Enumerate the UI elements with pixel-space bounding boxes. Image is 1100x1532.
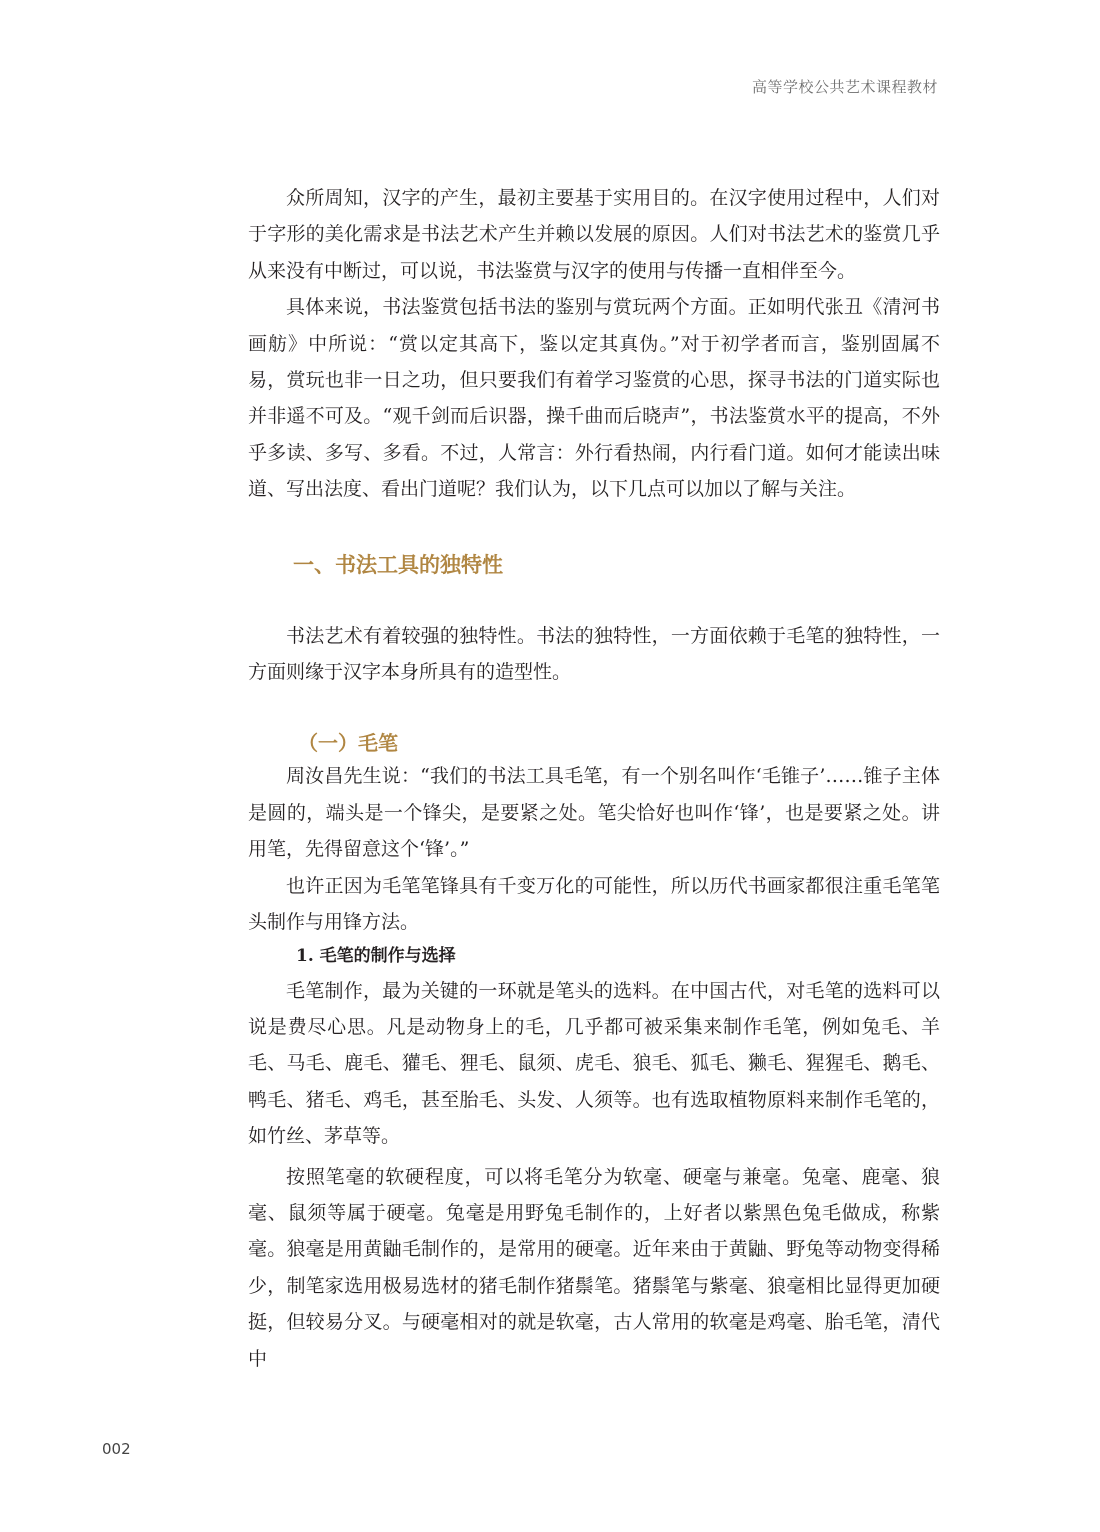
item-heading: 1. 毛笔的制作与选择 xyxy=(296,945,456,966)
item-paragraph-2: 按照笔毫的软硬程度，可以将毛笔分为软毫、硬毫与兼毫。兔毫、鹿毫、狼毫、鼠须等属于硬毫。兔毫是用野兔毛制作的，上好者以紫黑色兔毛做成，称紫毫。狼毫是用黄鼬毛制作的，是常用的硬毫。近年来由于黄鼬、野兔等动物变得稀少，制笔家选用极易选材的猪毛制作猪鬃笔。猪鬃笔与紫毫、狼毫相比显得更加硬挺，但较易分叉。与硬毫相对的就是软毫，古人常用的软毫是鸡毫、胎毛笔，清代中 xyxy=(248,1165,940,1370)
page-number: 002 xyxy=(102,1440,131,1458)
section-paragraph: 书法艺术有着较强的独特性。书法的独特性，一方面依赖于毛笔的独特性，一方面则缘于汉字本身所具有的造型性。 xyxy=(248,624,940,684)
subsection-paragraph-2: 也许正因为毛笔笔锋具有千变万化的可能性，所以历代书画家都很注重毛笔笔头制作与用锋方法。 xyxy=(248,874,940,934)
running-header-book-title: 高等学校公共艺术课程教材 xyxy=(751,78,938,96)
item-paragraph-1: 毛笔制作，最为关键的一环就是笔头的选料。在中国古代，对毛笔的选料可以说是费尽心思。凡是动物身上的毛，几乎都可被采集来制作毛笔，例如兔毛、羊毛、马毛、鹿毛、獾毛、狸毛、鼠须、虎毛、狼毛、狐毛、獭毛、猩猩毛、鹅毛、鸭毛、猪毛、鸡毛，甚至胎毛、头发、人须等。也有选取植物原料来制作毛笔的，如竹丝、茅草等。 xyxy=(248,979,940,1148)
intro-paragraph-1: 众所周知，汉字的产生，最初主要基于实用目的。在汉字使用过程中，人们对于字形的美化需求是书法艺术产生并赖以发展的原因。人们对书法艺术的鉴赏几乎从来没有中断过，可以说，书法鉴赏与汉字的使用与传播一直相伴至今。 xyxy=(248,187,940,282)
subsection-paragraph-1: 周汝昌先生说：“我们的书法工具毛笔，有一个别名叫作‘毛锥子’……锥子主体是圆的，端头是一个锋尖，是要紧之处。笔尖恰好也叫作‘锋’，也是要紧之处。讲用笔，先得留意这个‘锋’。” xyxy=(248,765,940,861)
page-body xyxy=(248,180,940,1377)
subsection-heading: （一）毛笔 xyxy=(298,731,398,756)
section-heading: 一、书法工具的独特性 xyxy=(293,552,503,577)
intro-paragraph-2: 具体来说，书法鉴赏包括书法的鉴别与赏玩两个方面。正如明代张丑《清河书画舫》中所说：“赏以定其高下，鉴以定其真伪。”对于初学者而言，鉴别固属不易，赏玩也非一日之功，但只要我们有着学习鉴赏的心思，探寻书法的门道实际也并非遥不可及。“观千剑而后识器，操千曲而后晓声”，书法鉴赏水平的提高，不外乎多读、多写、多看。不过，人常言：外行看热闹，内行看门道。如何才能读出味道、写出法度、看出门道呢？我们认为，以下几点可以加以了解与关注。 xyxy=(248,296,940,501)
